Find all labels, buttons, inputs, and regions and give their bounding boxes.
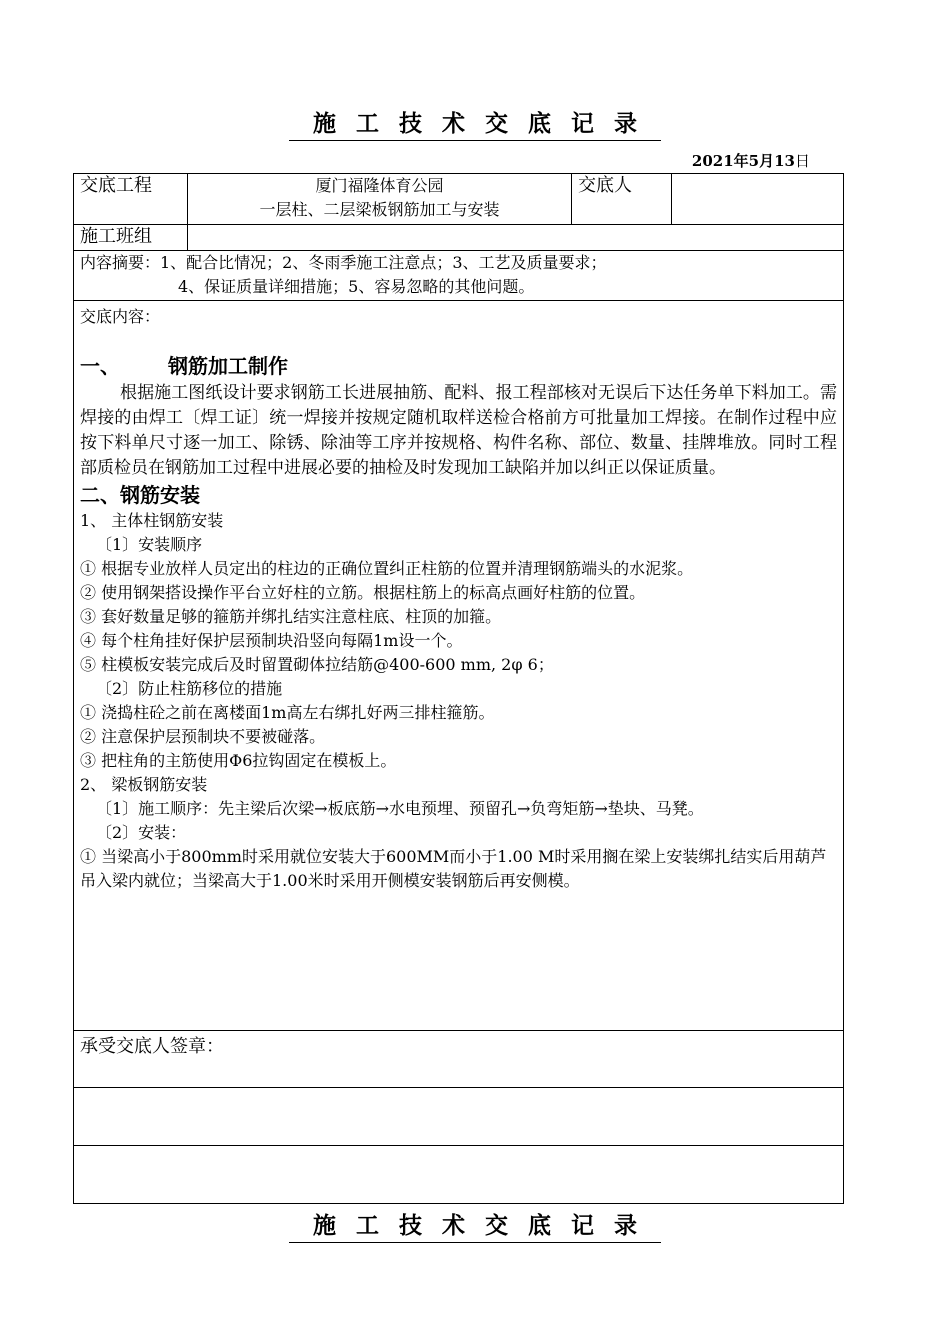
summary-line-2: 4、保证质量详细措施；5、容易忽略的其他问题。 (178, 277, 535, 296)
row-summary (74, 251, 844, 301)
item-1-step-5: ⑤ 柱模板安装完成后及时留置砌体拉结筋@400-600 mm, 2φ 6； (80, 655, 554, 674)
section-2-heading: 二、钢筋安装 (80, 483, 200, 507)
project-value (188, 174, 572, 225)
section-1-paragraph: 根据施工图纸设计要求钢筋工长进展抽筋、配料、报工程部核对无误后下达任务单下料加工。需焊接的由焊工〔焊工证〕统一焊接并按规定随机取样送检合格前方可批量加工焊接。在制作过程中应按下料单尺寸逐一加工、除锈、除油等工序并按规格、构件名称、部位、数量、挂牌堆放。同时工程部质检员在钢筋加工过程中进展必要的抽检及时发现加工缺陷并加以纠正以保证质量。 (80, 383, 837, 478)
team-field[interactable] (188, 225, 844, 251)
item-1-sub-1: 〔1〕安装顺序 (96, 535, 203, 554)
item-1-measure-2: ② 注意保护层预制块不要被碰落。 (80, 727, 326, 746)
section-1-number: 一、 (80, 354, 120, 378)
page-title-text: 施 工 技 术 交 底 记 录 (289, 110, 661, 141)
disclosure-form (73, 173, 844, 1204)
signature-field-3[interactable] (74, 1146, 844, 1204)
item-1-heading: 1、 主体柱钢筋安装 (80, 511, 224, 530)
row-team (74, 225, 844, 251)
date-value: 2021年5月13 (691, 152, 795, 170)
section-1-title: 钢筋加工制作 (168, 354, 288, 378)
next-page-title (0, 1212, 950, 1243)
document-date (600, 150, 810, 171)
item-1-sub-2: 〔2〕防止柱筋移位的措施 (96, 679, 283, 698)
next-page-title-text: 施 工 技 术 交 底 记 录 (289, 1212, 661, 1243)
page-title (0, 110, 950, 141)
item-2-step-1: ① 当梁高小于800mm时采用就位安装大于600MM而小于1.00 M时采用搁在梁上安装绑扎结实后用葫芦吊入梁内就位；当梁高大于1.00米时采用开侧模安装钢筋后再安侧模。 (80, 847, 827, 890)
row-content (74, 301, 844, 1031)
project-name: 厦门福隆体育公园 (315, 176, 444, 195)
summary-cell (74, 251, 844, 301)
item-1-measure-1: ① 浇捣柱砼之前在离楼面1m高左右绑扎好两三排柱箍筋。 (80, 703, 495, 722)
project-label: 交底工程 (74, 174, 188, 225)
item-1-measure-3: ③ 把柱角的主筋使用Φ6拉钩固定在模板上。 (80, 751, 397, 770)
item-2-sub-2: 〔2〕安装： (96, 823, 187, 842)
section-1-heading (80, 351, 837, 381)
row-project (74, 174, 844, 225)
discloser-label: 交底人 (572, 174, 672, 225)
signature-field-2[interactable] (74, 1088, 844, 1146)
item-2-heading: 2、 梁板钢筋安装 (80, 775, 208, 794)
date-suffix: 日 (794, 152, 810, 170)
row-signature-3 (74, 1146, 844, 1204)
summary-line-1: 内容摘要：1、配合比情况；2、冬雨季施工注意点；3、工艺及质量要求； (80, 253, 607, 272)
row-signature-2 (74, 1088, 844, 1146)
item-1-step-1: ① 根据专业放样人员定出的柱边的正确位置纠正柱筋的位置并清理钢筋端头的水泥浆。 (80, 559, 694, 578)
item-1-step-3: ③ 套好数量足够的箍筋并绑扎结实注意柱底、柱顶的加箍。 (80, 607, 502, 626)
row-signature-1 (74, 1031, 844, 1088)
project-scope: 一层柱、二层梁板钢筋加工与安装 (259, 200, 500, 219)
content-label: 交底内容： (80, 307, 161, 326)
item-2-sub-1: 〔1〕施工顺序：先主梁后次梁→板底筋→水电预埋、预留孔→负弯矩筋→垫块、马凳。 (96, 799, 704, 818)
item-1-step-4: ④ 每个柱角挂好保护层预制块沿竖向每隔1m设一个。 (80, 631, 463, 650)
item-1-step-2: ② 使用钢架搭设操作平台立好柱的立筋。根据柱筋上的标高点画好柱筋的位置。 (80, 583, 646, 602)
discloser-field[interactable] (672, 174, 844, 225)
content-cell (74, 301, 844, 1031)
team-label: 施工班组 (74, 225, 188, 251)
signature-label: 承受交底人签章： (74, 1031, 844, 1088)
